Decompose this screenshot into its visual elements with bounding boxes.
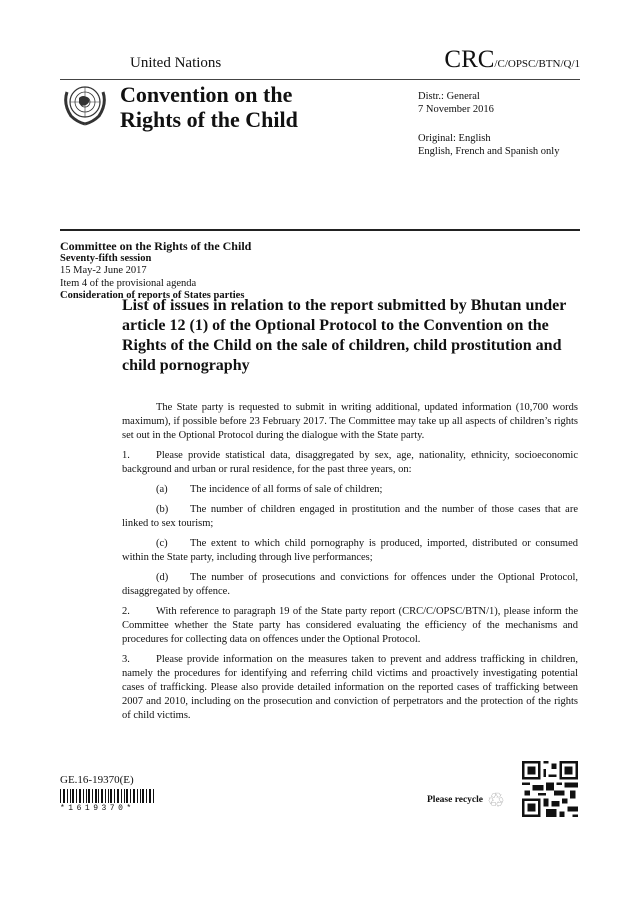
paragraph-2 [122,605,578,647]
qr-code-icon [522,761,578,817]
paragraph-text: Please provide statistical data, disaggregated by sex, age, nationality, ethnicity, socioeconomic background and urban or rural residence, for the past three years, on: [122,450,578,475]
header-rule [60,79,580,80]
barcode-icon [60,789,154,803]
paragraph-text: Please provide information on the measures taken to prevent and address trafficking in children, namely the procedures for identifying and referring child victims and proactively investigating potential cases of trafficking. Please also provide detailed information on the reported cases of trafficking between 2007 and 2010, including on the prosecution and conviction of perpetrators and the protection of the rights of child victims. [122,654,578,721]
paragraph-number: (c) [156,538,168,549]
subparagraph-b [122,503,578,531]
distribution: Distr.: General [418,91,480,102]
paragraph-number: 1. [122,450,130,461]
paragraph-text: The incidence of all forms of sale of children; [190,484,383,495]
paragraph-number: (d) [156,572,169,583]
convention-title [120,82,298,132]
section-rule [60,229,580,231]
session: Seventy-fifth session [60,252,152,264]
paragraph-number: 2. [122,606,130,617]
subparagraph-a [122,483,578,497]
document-heading: List of issues in relation to the report submitted by Bhutan under article 12 (1) of the Optional Protocol to the Convention on the Rights of the Child on the sale of children, child prostitution and child pornography [122,297,567,374]
distribution-block [418,90,494,116]
document-symbol [444,46,580,74]
paragraph-number: (a) [156,484,168,495]
subparagraph-d [122,571,578,599]
recycle-text: Please recycle [427,795,483,805]
paragraph-text: The number of children engaged in prostitution and the number of those cases that are linked to sex tourism; [122,504,578,529]
paragraph-text: The number of prosecutions and convictions for offences under the Optional Protocol, disaggregated by offence. [122,572,578,597]
org-name: United Nations [130,55,222,71]
language-block [418,132,559,158]
barcode-number: *1619370* [60,804,135,813]
symbol-rest: /C/OPSC/BTN/Q/1 [494,58,580,70]
subparagraph-c [122,537,578,565]
title-line-2: Rights of the Child [120,107,298,132]
paragraph-number: 3. [122,654,130,665]
issue-date: 7 November 2016 [418,104,494,115]
un-emblem-icon [62,82,108,126]
symbol-main: CRC [444,46,495,73]
paragraph-number: (b) [156,504,169,515]
title-line-1: Convention on the [120,82,293,107]
document-body [122,401,578,729]
committee-block [60,240,251,303]
languages: English, French and Spanish only [418,146,560,157]
paragraph-text: With reference to paragraph 19 of the State party report (CRC/C/OPSC/BTN/1), please inform the Committee whether the State party has considered evaluating the efficiency of the mechanisms and procedures for collecting data on offences under the Optional Protocol. [122,606,578,645]
agenda-title: Consideration of reports of States parties [60,290,245,301]
paragraph-3 [122,653,578,723]
original-language: Original: English [418,133,491,144]
session-dates: 15 May-2 June 2017 [60,265,147,276]
agenda-item: Item 4 of the provisional agenda [60,277,197,289]
committee-name: Committee on the Rights of the Child [60,239,252,253]
recycle-icon: ♲ [487,790,505,812]
intro-paragraph: The State party is requested to submit in writing additional, updated information (10,700 words maximum), if possible before 23 February 2017. The Committee may take up all aspects of children’s rights set out in the Optional Protocol during the dialogue with the State party. [122,402,578,441]
paragraph-1 [122,449,578,477]
paragraph-text: The extent to which child pornography is produced, imported, distributed or consumed within the State party, including through live performances; [122,538,578,563]
job-number: GE.16-19370(E) [60,774,134,786]
